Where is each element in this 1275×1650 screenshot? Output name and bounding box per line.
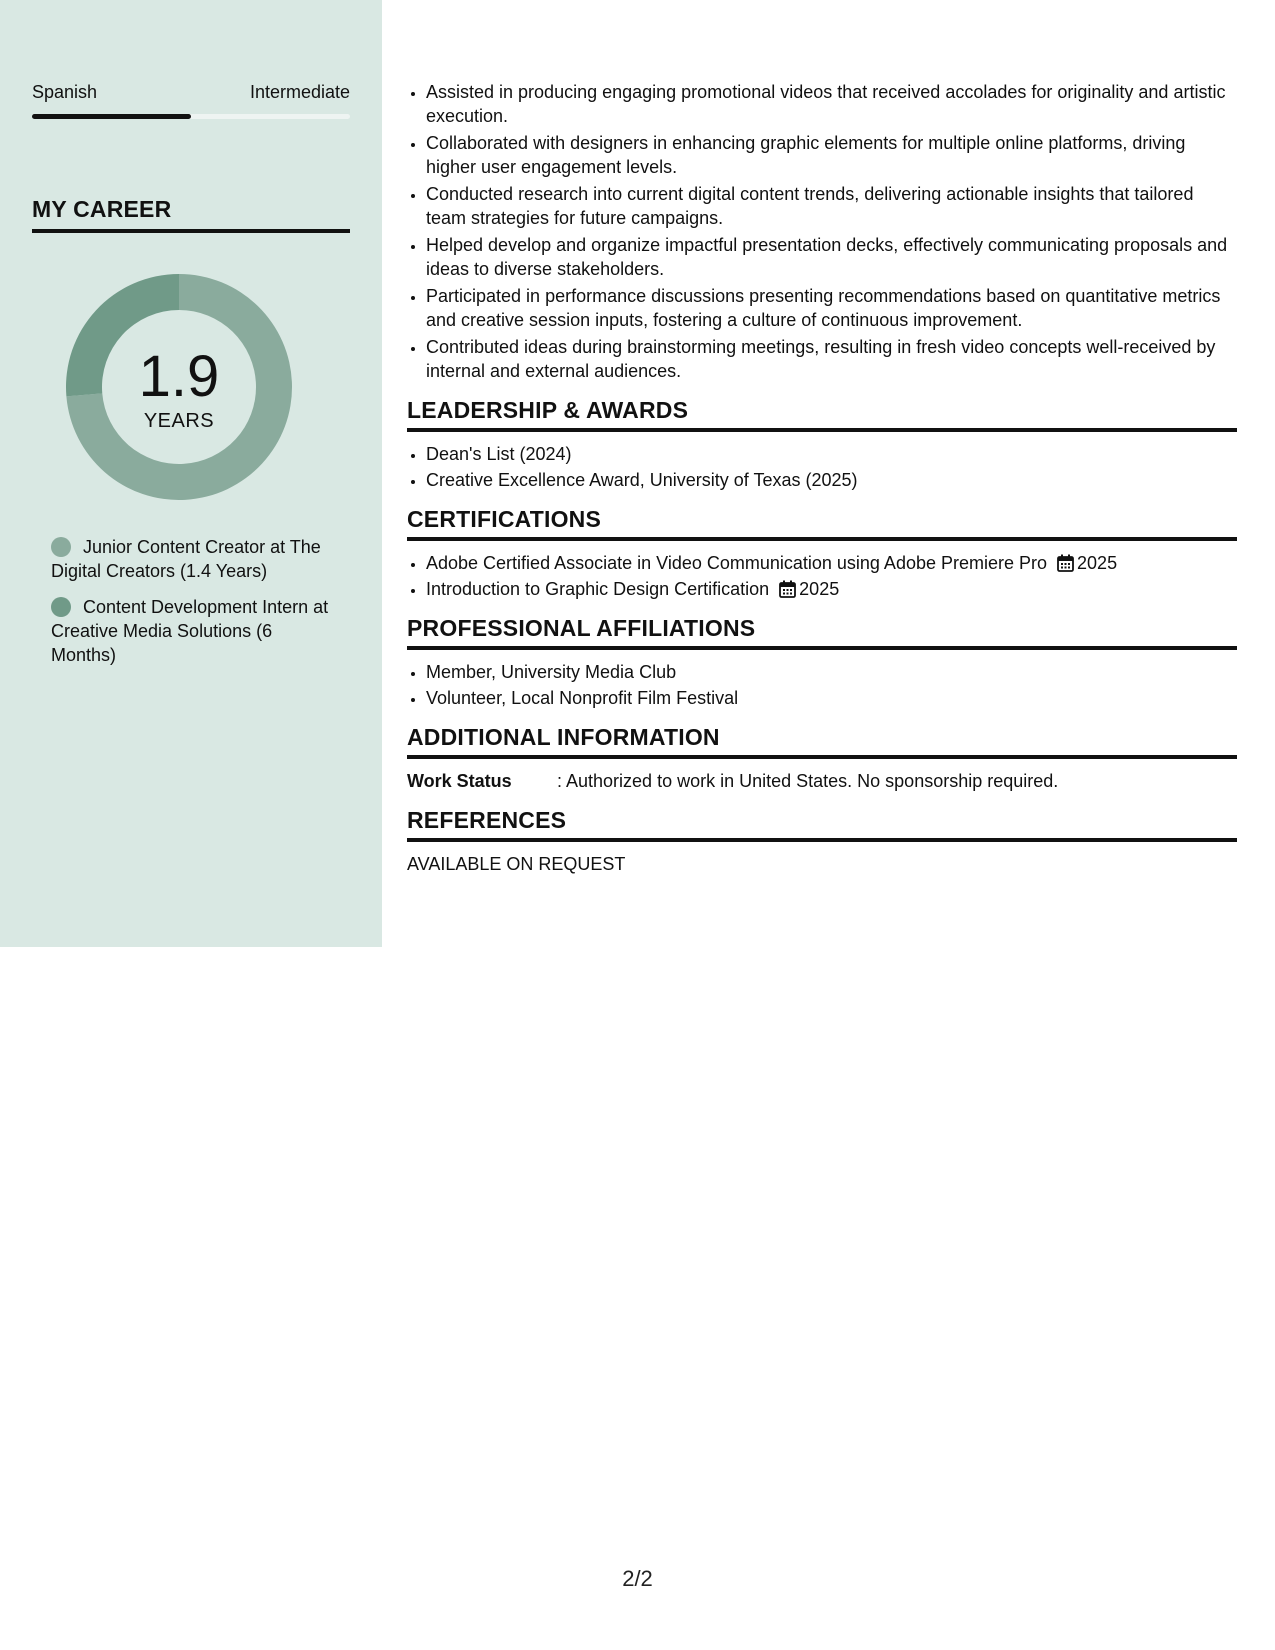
language-proficiency-bar — [32, 114, 350, 119]
career-total-unit: YEARS — [143, 410, 215, 432]
affiliation-item: • Volunteer, Local Nonprofit Film Festival — [426, 686, 1237, 710]
career-donut — [66, 274, 292, 500]
certification-item — [426, 577, 1237, 601]
language-name: Spanish — [32, 82, 98, 102]
leadership-item: • Creative Excellence Award, University of Texas (2025) — [426, 468, 1237, 492]
certification-name: Introduction to Graphic Design Certification — [426, 579, 770, 599]
work-status-label: Work Status — [407, 771, 512, 791]
sidebar — [0, 0, 382, 947]
affiliation-item: • Member, University Media Club — [426, 660, 1237, 684]
additional-info-heading: ADDITIONAL INFORMATION — [407, 724, 1237, 759]
experience-bullet: • Conducted research into current digital content trends, delivering actionable insights that tailored team strategies for future campaigns. — [426, 182, 1237, 230]
calendar-icon — [1057, 554, 1074, 572]
certification-year: 2025 — [799, 579, 840, 599]
experience-bullet: • Assisted in producing engaging promotional videos that received accolades for originality and artistic execution. — [426, 80, 1237, 128]
leadership-item: • Dean's List (2024) — [426, 442, 1237, 466]
affiliations-list — [407, 660, 1237, 710]
certification-name: Adobe Certified Associate in Video Communication using Adobe Premiere Pro — [426, 553, 1048, 573]
main-content — [407, 80, 1237, 876]
certifications-list — [407, 551, 1237, 601]
work-status-value: : Authorized to work in United States. No sponsorship required. — [557, 771, 1059, 791]
certification-item — [426, 551, 1237, 575]
certification-date — [779, 579, 839, 599]
experience-bullet: • Participated in performance discussions presenting recommendations based on quantitative metrics and creative session inputs, fostering a culture of continuous improvement. — [426, 284, 1237, 332]
certifications-heading: CERTIFICATIONS — [407, 506, 1237, 541]
page-number: 2/2 — [622, 1566, 653, 1591]
references-text: AVAILABLE ON REQUEST — [407, 854, 626, 874]
calendar-icon — [779, 580, 796, 598]
work-status-row — [407, 769, 1237, 793]
affiliations-heading: PROFESSIONAL AFFILIATIONS — [407, 615, 1237, 650]
career-item-text: Content Development Intern at Creative Media Solutions (6 Months) — [51, 597, 329, 665]
leadership-list — [407, 442, 1237, 492]
career-total-value: 1.9 — [138, 344, 220, 409]
career-item — [51, 535, 336, 583]
experience-bullet: • Collaborated with designers in enhancing graphic elements for multiple online platforms, driving higher user engagement levels. — [426, 131, 1237, 179]
career-item — [51, 595, 336, 667]
career-list — [51, 535, 336, 679]
experience-bullets — [407, 80, 1237, 383]
certification-year: 2025 — [1077, 553, 1118, 573]
language-proficiency-fill — [32, 114, 191, 119]
career-heading: MY CAREER — [32, 196, 350, 233]
language-row — [32, 82, 350, 103]
references-heading: REFERENCES — [407, 807, 1237, 842]
legend-dot — [51, 537, 71, 557]
leadership-heading: LEADERSHIP & AWARDS — [407, 397, 1237, 432]
experience-bullet: • Contributed ideas during brainstorming meetings, resulting in fresh video concepts well-received by internal and external audiences. — [426, 335, 1237, 383]
legend-dot — [51, 597, 71, 617]
certification-date — [1057, 553, 1117, 573]
experience-bullet: • Helped develop and organize impactful presentation decks, effectively communicating proposals and ideas to diverse stakeholders. — [426, 233, 1237, 281]
language-level: Intermediate — [249, 82, 350, 102]
career-item-text: Junior Content Creator at The Digital Creators (1.4 Years) — [51, 537, 321, 581]
